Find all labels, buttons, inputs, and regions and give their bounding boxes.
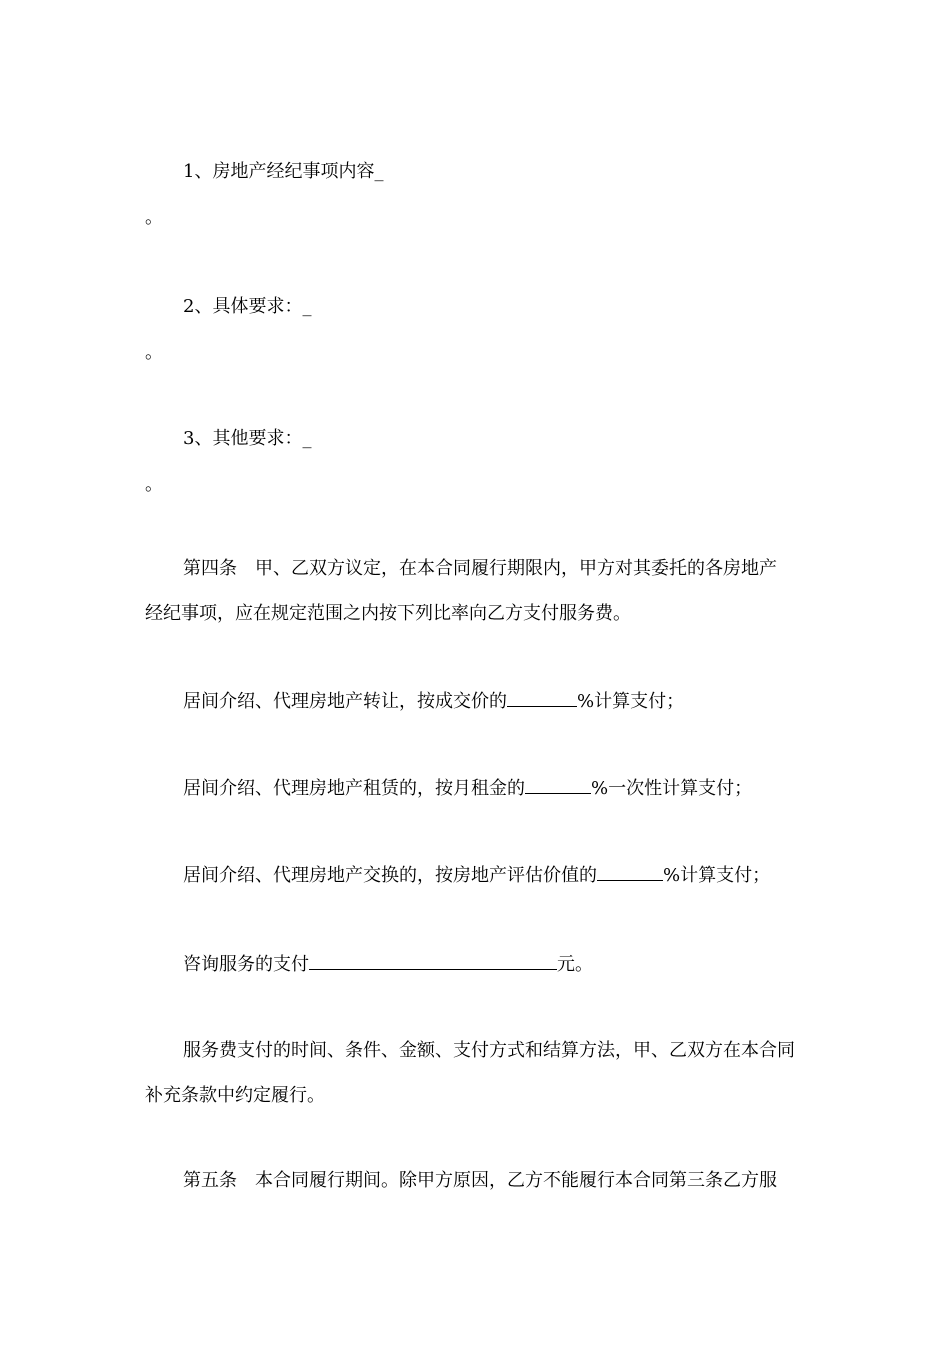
fee-transfer-line [183, 688, 684, 714]
fee-consult-suffix: 元。 [557, 954, 593, 975]
fee-consult-line [183, 951, 593, 977]
fee-consult-blank [309, 951, 557, 970]
item-1-text: 1、房地产经纪事项内容_ [183, 161, 384, 182]
fee-transfer-label: 居间介绍、代理房地产转让，按成交价的 [183, 691, 507, 712]
fee-transfer-blank [507, 688, 577, 707]
fee-exchange-line [183, 862, 770, 888]
article-4-line-2: 经纪事项，应在规定范围之内按下列比率向乙方支付服务费。 [145, 603, 631, 624]
article-4-line-1: 第四条 甲、乙双方议定，在本合同履行期限内，甲方对其委托的各房地产 [183, 558, 777, 579]
article-5-line-1: 第五条 本合同履行期间。除甲方原因，乙方不能履行本合同第三条乙方服 [183, 1170, 777, 1191]
item-2-period: 。 [145, 342, 163, 363]
fee-exchange-suffix: %计算支付； [663, 865, 771, 886]
payment-line-1: 服务费支付的时间、条件、金额、支付方式和结算方法，甲、乙双方在本合同 [183, 1040, 795, 1061]
payment-line-2: 补充条款中约定履行。 [145, 1085, 325, 1106]
fee-lease-line [183, 775, 752, 801]
item-2-text: 2、具体要求：_ [183, 296, 312, 317]
item-3-period: 。 [145, 474, 163, 495]
fee-transfer-suffix: %计算支付； [577, 691, 685, 712]
fee-exchange-blank [597, 862, 663, 881]
item-3-text: 3、其他要求：_ [183, 428, 312, 449]
fee-consult-label: 咨询服务的支付 [183, 954, 309, 975]
item-1-period: 。 [145, 207, 163, 228]
fee-lease-blank [525, 775, 591, 794]
fee-lease-suffix: %一次性计算支付； [591, 778, 753, 799]
fee-exchange-label: 居间介绍、代理房地产交换的，按房地产评估价值的 [183, 865, 597, 886]
fee-lease-label: 居间介绍、代理房地产租赁的，按月租金的 [183, 778, 525, 799]
